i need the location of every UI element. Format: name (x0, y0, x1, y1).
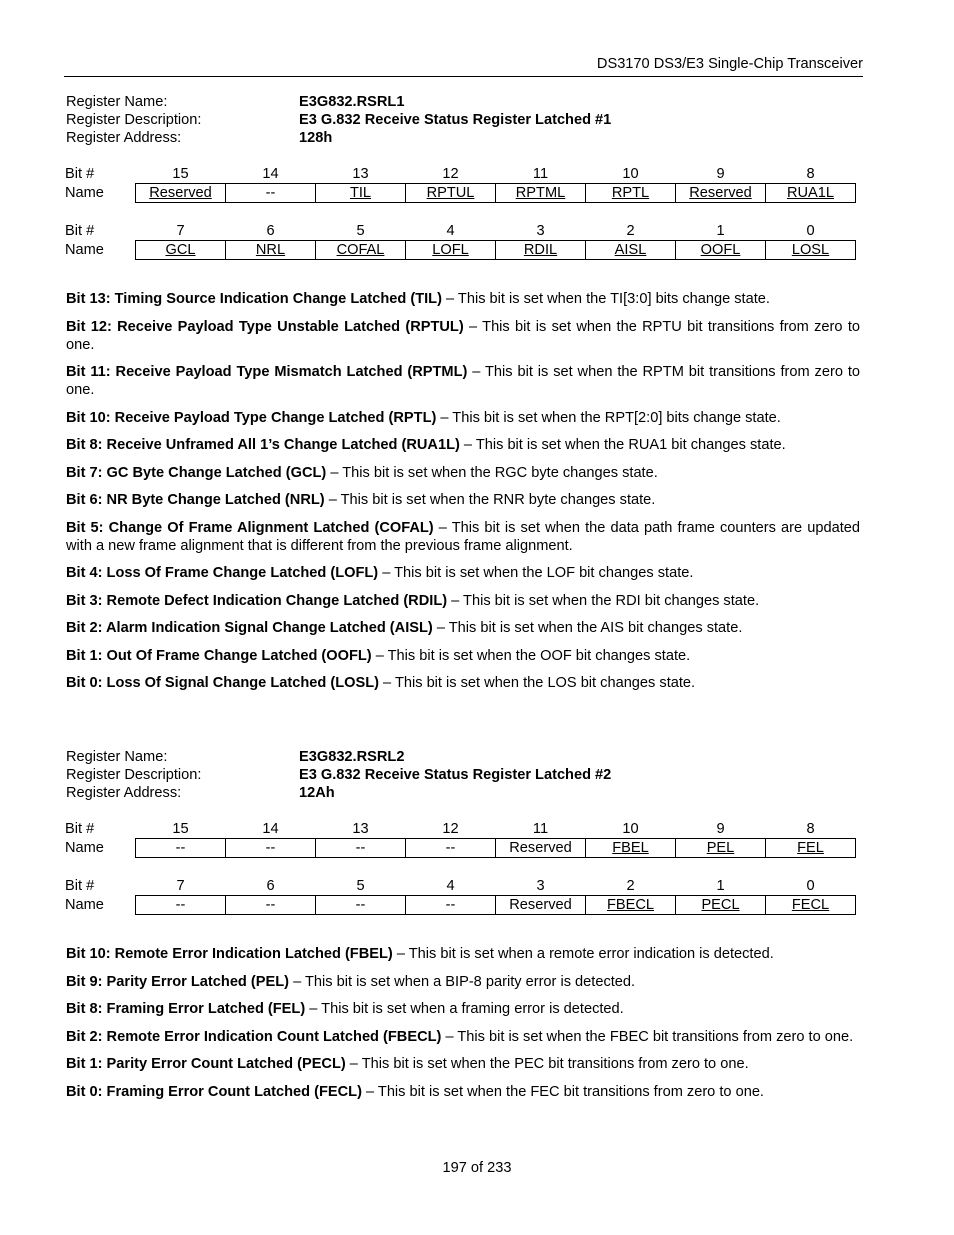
bit-description (66, 491, 860, 509)
bit-number-row (65, 222, 856, 241)
bit-description-text: – This bit is set when the OOF bit changes state. (371, 647, 691, 664)
bit-description-text: – This bit is set when a framing error is detected. (305, 1001, 624, 1017)
bit-name-cell (496, 241, 586, 260)
bit-description (66, 564, 860, 582)
bit-name: FEL (797, 840, 824, 856)
bit-name: -- (265, 185, 276, 201)
bit-name-cell (496, 896, 586, 915)
bit-table-low (65, 877, 856, 915)
bit-description-title: Bit 13: Timing Source Indication Change Latched (TIL) (66, 291, 442, 307)
bit-description-text: – This bit is set when a remote error indication is detected. (392, 946, 774, 962)
bit-number-label: Bit # (65, 223, 95, 240)
bit-description-text: – This bit is set when the RPT[2:0] bits change state. (436, 409, 781, 426)
bit-description-text: – This bit is set when the LOS bit changes state. (378, 675, 696, 691)
bit-name-cell (226, 839, 316, 858)
bit-description-title: Bit 12: Receive Payload Type Unstable Latched (RPTUL) (66, 318, 464, 335)
bit-name-cell (766, 184, 856, 203)
bit-number: 3 (536, 223, 545, 239)
bit-name: OOFL (700, 242, 741, 258)
bit-description-title: Bit 2: Alarm Indication Signal Change Latched (AISL) (66, 620, 433, 636)
bit-description-title: Bit 5: Change Of Frame Alignment Latched (COFAL) (66, 519, 434, 536)
bit-description-text: – This bit is set when the FBEC bit transitions from zero to one. (441, 1028, 854, 1045)
bit-descriptions-rsrl2 (66, 945, 860, 1110)
register-description-label: Register Description: (66, 112, 202, 128)
bit-description-title: Bit 2: Remote Error Indication Count Latched (FBECL) (66, 1028, 442, 1045)
bit-number: 14 (262, 166, 279, 182)
bit-name: RPTL (611, 185, 650, 201)
bit-name-row (65, 896, 856, 915)
bit-description-title: Bit 0: Loss Of Signal Change Latched (LOSL) (66, 675, 379, 691)
bit-name-cell (586, 896, 676, 915)
bit-name-cell (766, 839, 856, 858)
bit-description-text: – This bit is set when a BIP-8 parity error is detected. (289, 973, 636, 990)
bit-name: FBEL (612, 840, 649, 856)
bit-table-low (65, 222, 856, 260)
register-description-value: E3 G.832 Receive Status Register Latched #1 (299, 112, 612, 128)
bit-name: -- (175, 840, 186, 856)
bit-number: 14 (262, 821, 279, 837)
bit-name-cell (496, 839, 586, 858)
bit-number: 0 (806, 223, 815, 239)
bit-number: 15 (172, 166, 189, 182)
bit-name-row (65, 184, 856, 203)
bit-description-title: Bit 0: Framing Error Count Latched (FECL) (66, 1083, 362, 1100)
register-address-row (66, 129, 856, 147)
bit-name: Reserved (689, 185, 752, 201)
bit-name: -- (445, 840, 456, 856)
bit-description (66, 1055, 860, 1073)
bit-name-cell (496, 184, 586, 203)
bit-number: 3 (536, 878, 545, 894)
bit-name-cell (316, 241, 406, 260)
bit-name: RPTML (515, 185, 566, 201)
bit-number-row (65, 165, 856, 184)
bit-description (66, 318, 860, 354)
bit-description (66, 436, 860, 454)
bit-description (66, 1028, 860, 1046)
page-header-title: DS3170 DS3/E3 Single-Chip Transceiver (596, 56, 863, 72)
bit-description-text: – This bit is set when the FEC bit transitions from zero to one. (361, 1083, 764, 1100)
bit-description (66, 363, 860, 399)
bit-name-cell (586, 839, 676, 858)
register-name-value: E3G832.RSRL2 (299, 749, 405, 765)
bit-number: 7 (176, 878, 185, 894)
bit-description (66, 290, 860, 308)
register-name-label: Register Name: (66, 94, 168, 110)
register-name-row (66, 93, 856, 111)
bit-name-row (65, 839, 856, 858)
register-description-row (66, 111, 856, 129)
bit-number: 5 (356, 878, 365, 894)
bit-description-text: – This bit is set when the RNR byte changes state. (324, 492, 656, 508)
register-address-row (66, 784, 856, 802)
bit-name: Reserved (149, 185, 212, 201)
bit-description-text: – This bit is set when the AIS bit changes state. (432, 620, 743, 636)
bit-name: PEL (706, 840, 735, 856)
bit-name: -- (355, 897, 366, 913)
bit-description (66, 592, 860, 610)
bit-description-title: Bit 9: Parity Error Latched (PEL) (66, 973, 290, 990)
bit-name: -- (355, 840, 366, 856)
bit-number: 13 (352, 821, 369, 837)
bit-name: RUA1L (786, 185, 835, 201)
bit-description (66, 464, 860, 482)
bit-number: 5 (356, 223, 365, 239)
bit-name-cell (316, 839, 406, 858)
bit-name-label: Name (65, 242, 104, 258)
bit-number: 12 (442, 821, 459, 837)
bit-name-cell (586, 241, 676, 260)
bit-number: 4 (446, 878, 455, 894)
bit-number: 10 (622, 166, 639, 182)
bit-name-cell (136, 241, 226, 260)
bit-description-text: – This bit is set when the RUA1 bit changes state. (459, 437, 786, 453)
register-block-rsrl2 (66, 748, 856, 915)
bit-number-label: Bit # (65, 821, 95, 838)
bit-name-cell (136, 184, 226, 203)
bit-description-title: Bit 3: Remote Defect Indication Change Latched (RDIL) (66, 592, 448, 609)
bit-number: 15 (172, 821, 189, 837)
register-block-rsrl1 (66, 93, 856, 260)
bit-number: 8 (806, 166, 815, 182)
bit-name-cell (676, 241, 766, 260)
bit-table-high (65, 165, 856, 203)
bit-name-cell (586, 184, 676, 203)
bit-name-label: Name (65, 840, 104, 856)
bit-description-text: – This bit is set when the RPTU bit transitions from zero to one. (66, 318, 860, 353)
register-address-value: 128h (299, 130, 333, 146)
bit-name-cell (136, 896, 226, 915)
bit-name: TIL (349, 185, 372, 201)
bit-name: RPTUL (426, 185, 475, 201)
bit-description-title: Bit 10: Remote Error Indication Latched (FBEL) (66, 946, 393, 962)
bit-name: LOSL (791, 242, 830, 258)
bit-number: 2 (626, 223, 635, 239)
register-address-label: Register Address: (66, 130, 182, 146)
bit-description (66, 674, 860, 692)
bit-name-label: Name (65, 897, 104, 913)
bit-name: COFAL (336, 242, 385, 258)
bit-number: 6 (266, 878, 275, 894)
register-description-row (66, 766, 856, 784)
bit-number: 9 (716, 821, 725, 837)
bit-number: 12 (442, 166, 459, 182)
bit-name: FECL (791, 897, 830, 913)
bit-name: AISL (614, 242, 647, 258)
bit-name: FBECL (606, 897, 655, 913)
bit-number: 7 (176, 223, 185, 239)
bit-number: 11 (532, 166, 549, 182)
bit-name: Reserved (509, 840, 572, 856)
register-name-row (66, 748, 856, 766)
bit-name-label: Name (65, 185, 104, 201)
bit-name-cell (766, 896, 856, 915)
bit-number: 13 (352, 166, 369, 182)
bit-number: 0 (806, 878, 815, 894)
bit-name-cell (406, 241, 496, 260)
bit-name-cell (676, 896, 766, 915)
bit-description-text: – This bit is set when the PEC bit transitions from zero to one. (345, 1056, 749, 1072)
header-rule (64, 76, 863, 77)
bit-name-cell (766, 241, 856, 260)
bit-name-cell (226, 241, 316, 260)
bit-description (66, 945, 860, 963)
register-address-value: 12Ah (299, 785, 335, 801)
bit-name-cell (316, 896, 406, 915)
bit-number: 6 (266, 223, 275, 239)
bit-name: -- (265, 897, 276, 913)
bit-name-cell (406, 184, 496, 203)
bit-description (66, 1000, 860, 1018)
bit-name-row (65, 241, 856, 260)
bit-description (66, 619, 860, 637)
page-number: 197 of 233 (442, 1160, 512, 1176)
register-name-label: Register Name: (66, 749, 168, 765)
bit-number: 2 (626, 878, 635, 894)
bit-description (66, 519, 860, 555)
bit-table-high (65, 820, 856, 858)
bit-name: GCL (165, 242, 196, 258)
bit-name-cell (136, 839, 226, 858)
bit-description-text: – This bit is set when the data path frame counters are updated with a new frame alignment that is different from the previous frame alignment. (66, 519, 860, 554)
register-description-value: E3 G.832 Receive Status Register Latched #2 (299, 767, 612, 783)
bit-name-cell (676, 839, 766, 858)
bit-number-label: Bit # (65, 878, 95, 895)
bit-description-title: Bit 1: Out Of Frame Change Latched (OOFL) (66, 647, 372, 664)
bit-number-row (65, 877, 856, 896)
bit-name: -- (265, 840, 276, 856)
bit-name-cell (226, 896, 316, 915)
register-description-label: Register Description: (66, 767, 202, 783)
bit-name: Reserved (509, 897, 572, 913)
bit-description (66, 647, 860, 665)
bit-description-title: Bit 10: Receive Payload Type Change Latched (RPTL) (66, 409, 437, 426)
bit-number: 1 (716, 878, 725, 894)
bit-description-title: Bit 4: Loss Of Frame Change Latched (LOFL) (66, 565, 379, 581)
bit-description-text: – This bit is set when the RDI bit changes state. (447, 592, 760, 609)
bit-name-cell (676, 184, 766, 203)
bit-description-title: Bit 8: Receive Unframed All 1’s Change Latched (RUA1L) (66, 437, 460, 453)
bit-name: RDIL (523, 242, 558, 258)
bit-description (66, 1083, 860, 1101)
bit-number-label: Bit # (65, 166, 95, 183)
bit-description-text: – This bit is set when the TI[3:0] bits change state. (441, 291, 770, 307)
bit-description-title: Bit 1: Parity Error Count Latched (PECL) (66, 1056, 346, 1072)
bit-name: PECL (701, 897, 740, 913)
bit-name-cell (406, 839, 496, 858)
bit-name-cell (226, 184, 316, 203)
bit-number: 8 (806, 821, 815, 837)
bit-number: 11 (532, 821, 549, 837)
bit-description-title: Bit 7: GC Byte Change Latched (GCL) (66, 464, 327, 481)
bit-description-text: – This bit is set when the LOF bit changes state. (378, 565, 694, 581)
bit-name-cell (316, 184, 406, 203)
bit-name: -- (445, 897, 456, 913)
bit-number: 1 (716, 223, 725, 239)
bit-name: -- (175, 897, 186, 913)
bit-description-title: Bit 8: Framing Error Latched (FEL) (66, 1001, 306, 1017)
bit-number: 10 (622, 821, 639, 837)
bit-number-row (65, 820, 856, 839)
bit-description (66, 973, 860, 991)
bit-name: LOFL (432, 242, 469, 258)
bit-description-title: Bit 6: NR Byte Change Latched (NRL) (66, 492, 325, 508)
register-name-value: E3G832.RSRL1 (299, 94, 405, 110)
bit-description-title: Bit 11: Receive Payload Type Mismatch Latched (RPTML) (66, 364, 468, 380)
bit-description (66, 409, 860, 427)
bit-number: 9 (716, 166, 725, 182)
bit-description-text: – This bit is set when the RPTM bit transitions from zero to one. (66, 364, 861, 398)
register-address-label: Register Address: (66, 785, 182, 801)
bit-name: NRL (255, 242, 286, 258)
bit-description-text: – This bit is set when the RGC byte changes state. (326, 464, 658, 481)
bit-name-cell (406, 896, 496, 915)
bit-number: 4 (446, 223, 455, 239)
bit-descriptions-rsrl1 (66, 290, 860, 702)
